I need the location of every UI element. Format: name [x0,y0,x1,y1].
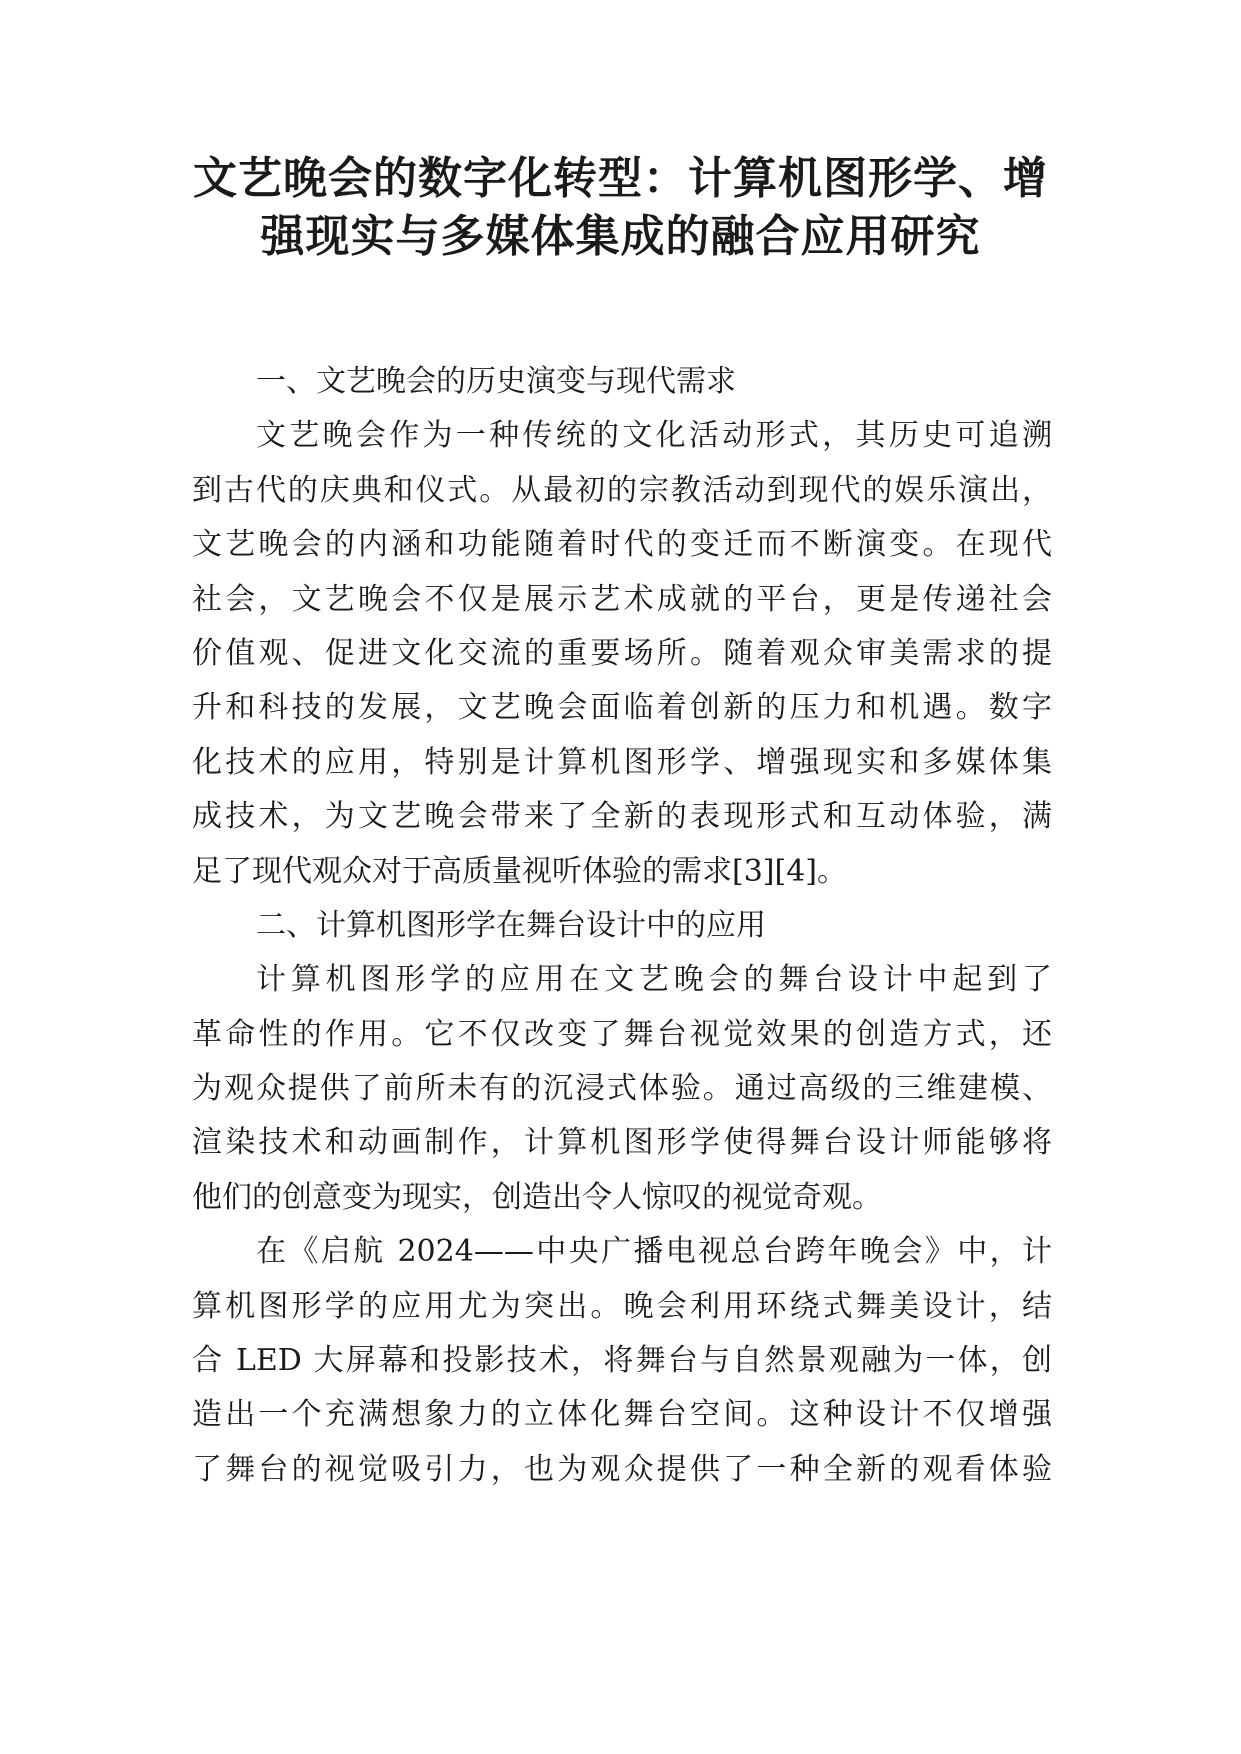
paragraph-line: 造出一个充满想象力的立体化舞台空间。这种设计不仅增强 [192,1397,1052,1433]
paragraph-line: 价值观、促进文化交流的重要场所。随着观众审美需求的提 [192,635,1052,671]
paragraph-line: 化技术的应用，特别是计算机图形学、增强现实和多媒体集 [192,744,1052,780]
paragraph-line: 成技术，为文艺晚会带来了全新的表现形式和互动体验，满 [192,799,1052,835]
paragraph-line: 他们的创意变为现实，创造出令人惊叹的视觉奇观。 [192,1179,882,1215]
paragraph-line: 革命性的作用。它不仅改变了舞台视觉效果的创造方式，还 [192,1016,1052,1052]
paragraph-line: 计算机图形学的应用在文艺晚会的舞台设计中起到了 [256,962,1052,998]
section-heading: 二、计算机图形学在舞台设计中的应用 [256,907,766,943]
paragraph-line: 为观众提供了前所未有的沉浸式体验。通过高级的三维建模、 [192,1071,1052,1107]
paragraph-line: 渲染技术和动画制作，计算机图形学使得舞台设计师能够将 [192,1125,1052,1161]
paragraph-line: 了舞台的视觉吸引力，也为观众提供了一种全新的观看体验 [192,1451,1052,1487]
paragraph-line: 到古代的庆典和仪式。从最初的宗教活动到现代的娱乐演出， [192,472,1052,508]
paragraph-line: 文艺晚会作为一种传统的文化活动形式，其历史可追溯 [256,418,1052,454]
title-line: 强现实与多媒体集成的融合应用研究 [260,211,981,262]
document-title [150,150,1091,266]
paragraph-line: 算机图形学的应用尤为突出。晚会利用环绕式舞美设计，结 [192,1288,1052,1324]
paragraph-line: 社会，文艺晚会不仅是展示艺术成就的平台，更是传递社会 [192,581,1052,617]
document-body [192,355,1052,1497]
paragraph-line: 文艺晚会的内涵和功能随着时代的变迁而不断演变。在现代 [192,527,1052,563]
paragraph-line: 足了现代观众对于高质量视听体验的需求[3][4]。 [192,853,847,889]
section-heading: 一、文艺晚会的历史演变与现代需求 [256,364,736,399]
paragraph-line: 升和科技的发展，文艺晚会面临着创新的压力和机遇。数字 [192,690,1052,726]
title-line: 文艺晚会的数字化转型：计算机图形学、增 [193,153,1048,204]
paragraph-line: 在《启航 2024——中央广播电视总台跨年晚会》中，计 [256,1234,1052,1270]
paragraph-line: 合 LED 大屏幕和投影技术，将舞台与自然景观融为一体，创 [192,1343,1052,1379]
